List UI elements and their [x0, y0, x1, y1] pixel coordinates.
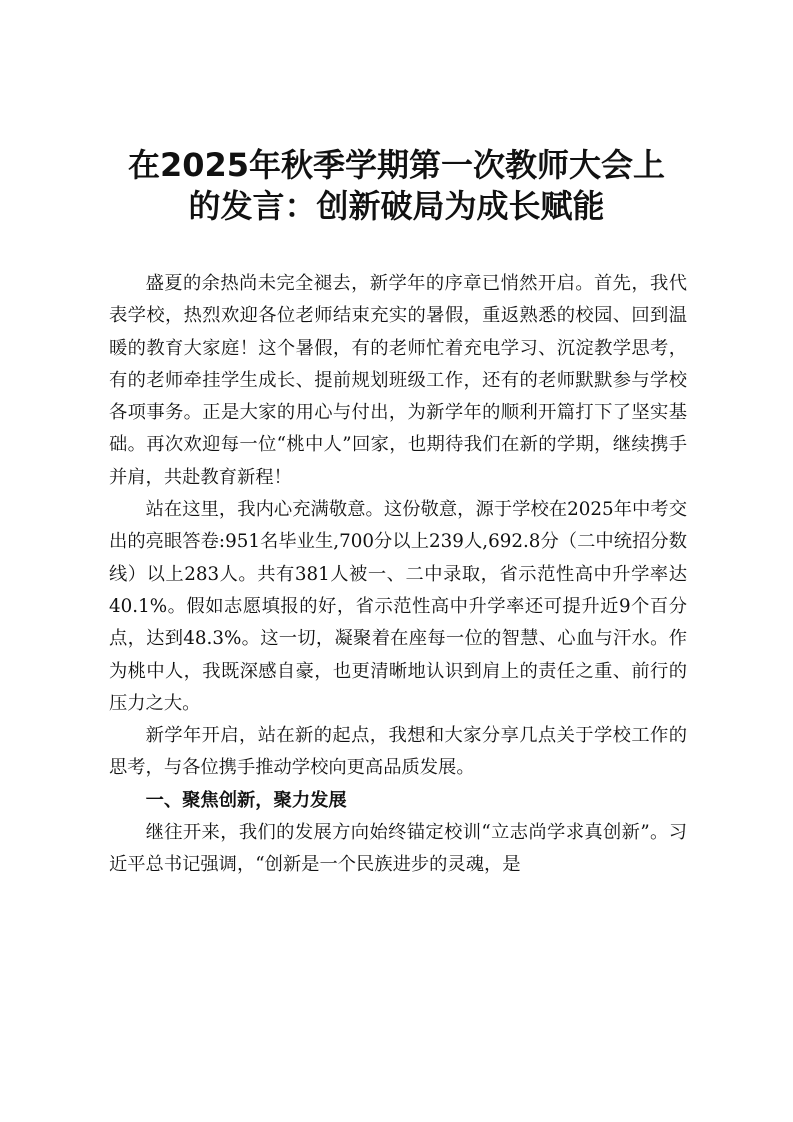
document-title — [100, 145, 693, 227]
paragraph-exam-results: 站在这里，我内心充满敬意。这份敬意，源于学校在2025年中考交出的亮眼答卷:951名毕业生,700分以上239人,692.8分（二中统招分数线）以上283人。共有381人被一、二中录取，省示范性高中升学率达40.1%。假如志愿填报的好，省示范性高中升学率还可提升近9个百分点，达到48.3%。这一切，凝聚着在座每一位的智慧、心血与汗水。作为桃中人，我既深感自豪，也更清晰地认识到肩上的责任之重、前行的压力之大。 — [109, 499, 687, 714]
paragraph-new-term: 新学年开启，站在新的起点，我想和大家分享几点关于学校工作的思考，与各位携手推动学校向更高品质发展。 — [109, 725, 687, 779]
paragraph-welcome: 盛夏的余热尚未完全褪去，新学年的序章已悄然开启。首先，我代表学校，热烈欢迎各位老师结束充实的暑假，重返熟悉的校园、回到温暖的教育大家庭！这个暑假，有的老师忙着充电学习、沉淀教学思考，有的老师牵挂学生成长、提前规划班级工作，还有的老师默默参与学校各项事务。正是大家的用心与付出，为新学年的顺利开篇打下了坚实基础。再次欢迎每一位“桃中人”回家，也期待我们在新的学期，继续携手并肩，共赴教育新程！ — [109, 273, 687, 488]
document-body — [109, 268, 687, 882]
section-heading-innovation: 一、聚焦创新，聚力发展 — [145, 789, 347, 811]
title-line-2: 的发言：创新破局为成长赋能 — [188, 187, 605, 225]
title-line-1: 在2025年秋季学期第一次教师大会上 — [127, 146, 666, 184]
paragraph-school-motto: 继往开来，我们的发展方向始终锚定校训“立志尚学求真创新”。习近平总书记强调，“创新是一个民族进步的灵魂，是 — [109, 822, 687, 876]
